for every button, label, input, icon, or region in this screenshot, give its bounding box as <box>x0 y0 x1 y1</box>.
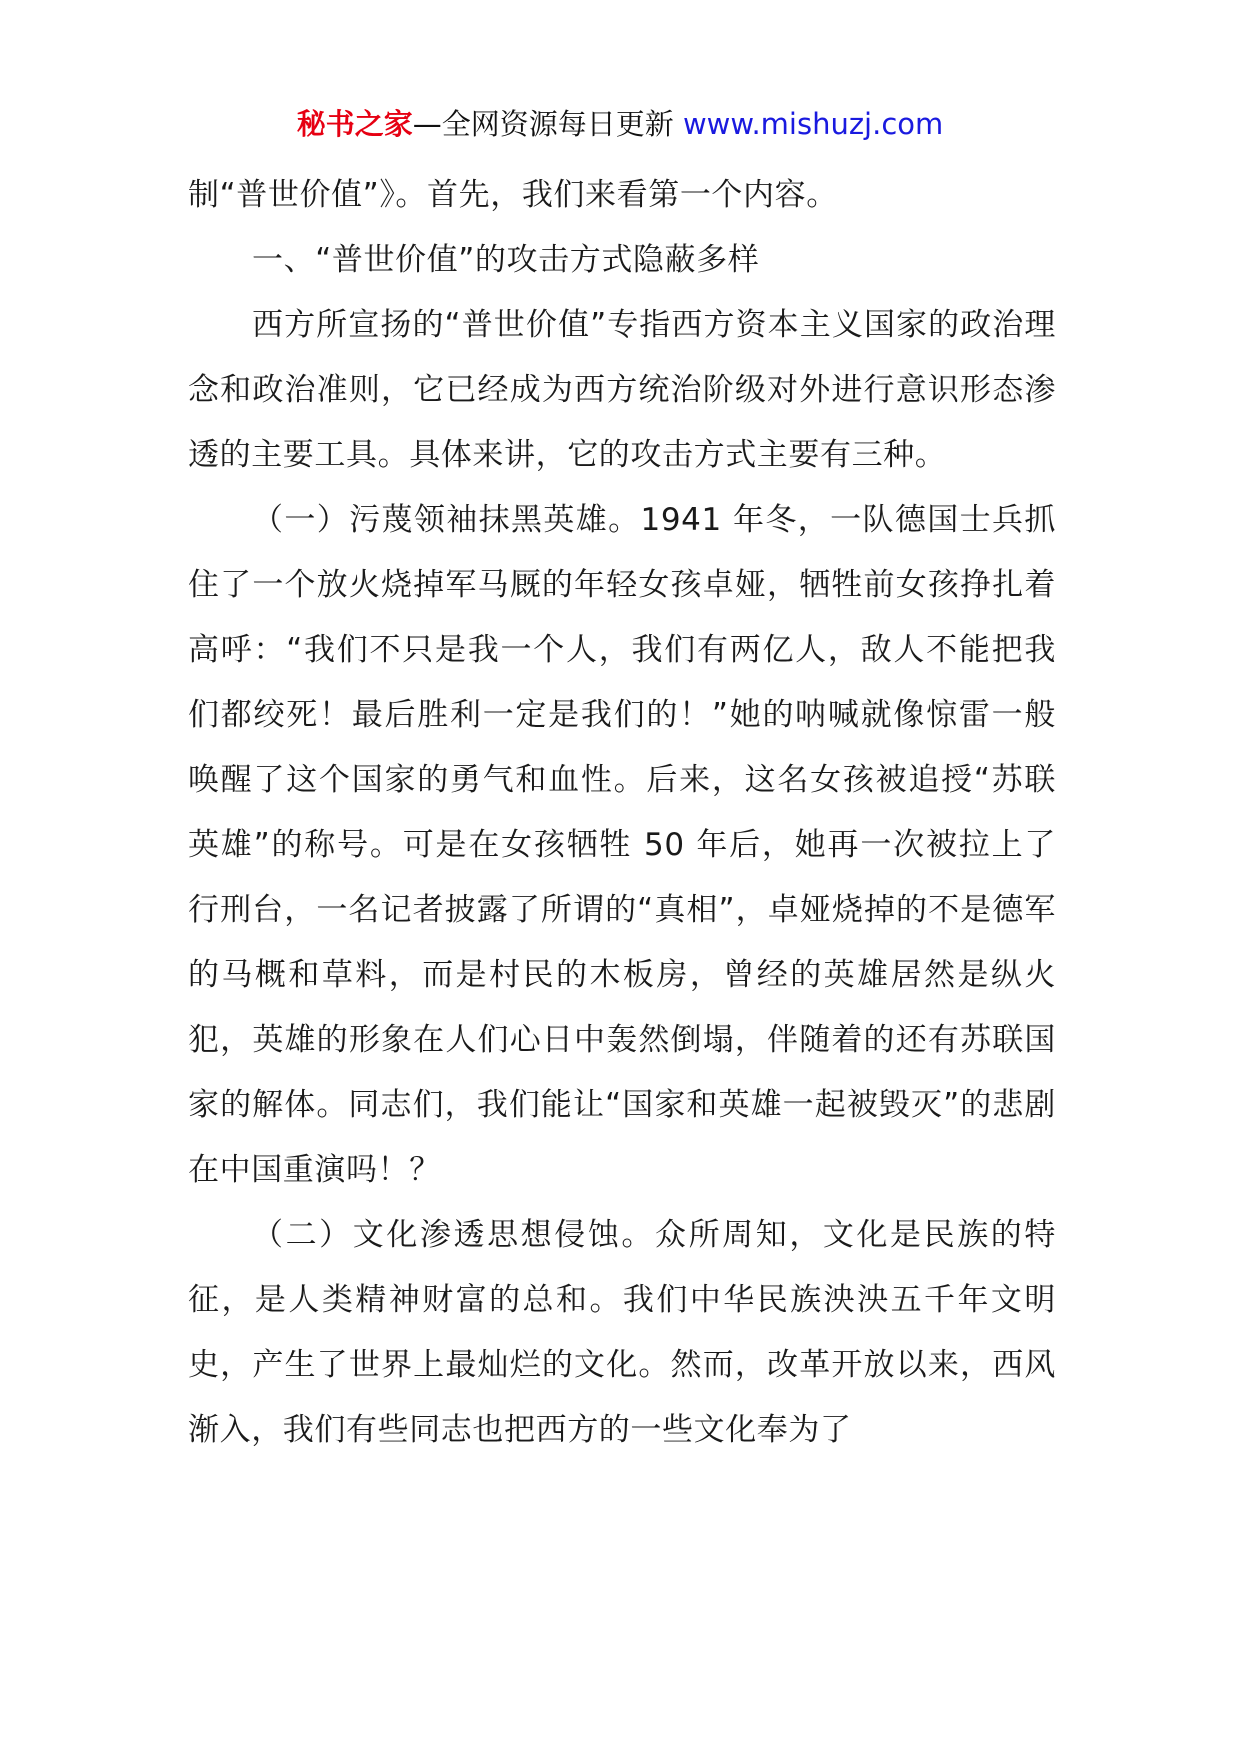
paragraph: （一）污蔑领袖抹黑英雄。1941 年冬，一队德国士兵抓住了一个放火烧掉军马厩的年轻女孩卓娅，牺牲前女孩挣扎着高呼：“我们不只是我一个人，我们有两亿人，敌人不能把我们都绞死！最后胜利一定是我们的！”她的呐喊就像惊雷一般唤醒了这个国家的勇气和血性。后来，这名女孩被追授“苏联英雄”的称号。可是在女孩牺牲 50 年后，她再一次被拉上了行刑台，一名记者披露了所谓的“真相”，卓娅烧掉的不是德军的马概和草料，而是村民的木板房，曾经的英雄居然是纵火犯，英雄的形象在人们心日中轰然倒塌，伴随着的还有苏联国家的解体。同志们，我们能让“国家和英雄一起被毁灭”的悲剧在中国重演吗！？ <box>188 502 1056 1188</box>
paragraph-continuation: 制“普世价值”》。首先，我们来看第一个内容。 <box>188 177 838 213</box>
document-body <box>188 163 1056 1463</box>
page-header <box>0 104 1240 144</box>
section-heading: 一、“普世价值”的攻击方式隐蔽多样 <box>252 242 760 278</box>
paragraph: 西方所宣扬的“普世价值”专指西方资本主义国家的政治理念和政治准则，它已经成为西方统治阶级对外进行意识形态渗透的主要工具。具体来讲，它的攻击方式主要有三种。 <box>188 307 1056 473</box>
brand-name: 秘书之家 <box>296 107 413 141</box>
paragraph: （二）文化渗透思想侵蚀。众所周知，文化是民族的特征，是人类精神财富的总和。我们中华民族泱泱五千年文明史，产生了世界上最灿烂的文化。然而，改革开放以来，西风渐入，我们有些同志也把西方的一些文化奉为了 <box>188 1217 1056 1448</box>
header-tagline: —全网资源每日更新 <box>412 107 683 141</box>
site-url-link[interactable]: www.mishuzj.com <box>682 107 944 141</box>
